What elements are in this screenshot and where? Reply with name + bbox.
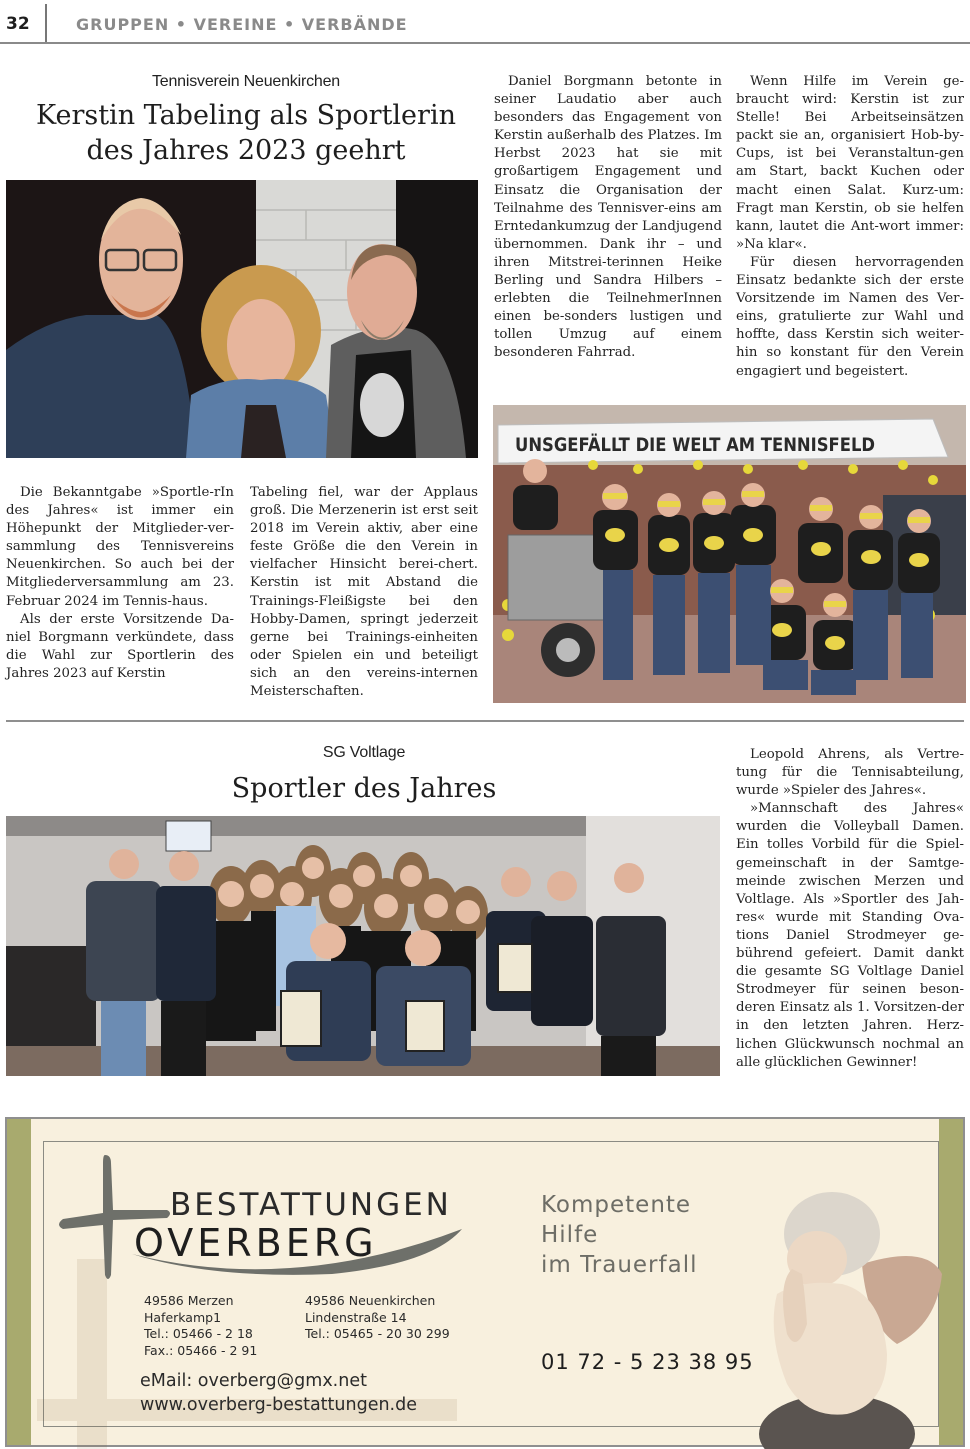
ad-brand-subtitle: BESTATTUNGEN [170, 1187, 452, 1223]
header-divider [45, 4, 47, 44]
ad-address-neuenkirchen [305, 1293, 450, 1343]
article1-column-2 [250, 484, 478, 701]
paragraph: Die Bekanntgabe »Sportle-rIn des Jahres« ist immer ein Höhepunkt der Mitglieder-ver-sammlung des Tennisvereins Neuenkirchen. So auch bei der Mitgliederversammlung am 23. Februar 2024 im Tennis-haus. [6, 485, 234, 609]
ad-address-line: Lindenstraße 14 [305, 1309, 407, 1325]
paragraph: Tabeling fiel, war der Applaus groß. Die Merzenerin ist erst seit 2018 im Verein aktiv, aber eine feste Größe die den Verein in vielfacher Hinsicht berei-chert. Kerstin ist mit Abstand die Trainings-Fleißigste bei den Hobby-Damen, springt jederzeit gerne bei Trainings-einheiten oder Spielen ein und beteiligt sich an den vereins-internen Meisterschaften. [250, 485, 478, 700]
ad-fax-line: Fax.: 05466 - 2 91 [144, 1342, 258, 1358]
article1-column-3 [494, 73, 722, 363]
ad-slogan-line: im Trauerfall [541, 1252, 698, 1278]
article1-column-4 [736, 73, 964, 381]
ad-brand-name: OVERBERG [134, 1221, 378, 1265]
photo-tennis-float [493, 405, 966, 703]
section-title: GRUPPEN • VEREINE • VERBÄNDE [76, 15, 408, 34]
ad-slogan-line: Hilfe [541, 1222, 599, 1248]
article1-headline-line1: Kerstin Tabeling als Sportlerin [36, 100, 456, 131]
page-header [0, 0, 970, 44]
article1-column-1 [6, 484, 234, 683]
paragraph: Leopold Ahrens, als Vertre-tung für die Tennisabteilung, wurde »Spieler des Jahres«. [736, 747, 964, 799]
ad-contact [140, 1369, 417, 1417]
paragraph: Für diesen hervorragenden Einsatz bedankte sich der erste Vorsitzende im Namen des Ver-eins, gratulierte zur Wahl und hoffte, dass Kerstin sich weiter-hin so konstant für den Verein engagiert und begeistert. [736, 254, 964, 379]
ad-mobile-phone: 01 72 - 5 23 38 95 [541, 1350, 754, 1374]
ad-email: eMail: overberg@gmx.net [140, 1371, 367, 1391]
paragraph: Daniel Borgmann betonte in seiner Laudatio aber auch besonders das Engagement von Kerstin außerhalb des Platzes. Im Herbst 2023 hat sie mit großartigem Engagement und Einsatz die Organisation der Teilnahme des Tennisver-eins am Erntedankumzug der Landjugend übernommen. Dank ihr – und ihren Mitstrei-terinnen Heike Berling und Sandra Hilbers – erlebten die TeilnehmerInnen einen be-sonders lustigen und tollen Umzug auf einem besonderen Fahrrad. [494, 74, 723, 361]
ad-phone-line: Tel.: 05465 - 20 30 299 [305, 1326, 450, 1341]
article-divider [6, 720, 964, 722]
article2-kicker: SG Voltlage [322, 744, 406, 761]
ad-website: www.overberg-bestattungen.de [140, 1395, 417, 1415]
photo-sportler-des-jahres [6, 816, 720, 1076]
ad-phone-line: Tel.: 05466 - 2 18 [144, 1326, 253, 1341]
ad-address-line: 49586 Neuenkirchen [305, 1293, 436, 1308]
ad-stripe-left [7, 1119, 31, 1445]
article1-headline [6, 98, 486, 168]
banner-text: UNSGEFÄLLT DIE WELT AM TENNISFELD [515, 434, 933, 456]
ad-slogan-line: Kompetente [541, 1192, 692, 1218]
article1-kicker: Tennisverein Neuenkirchen [151, 73, 340, 90]
header-rule [0, 42, 970, 44]
article2-column [736, 746, 964, 1072]
ad-address-line: Haferkamp1 [144, 1309, 222, 1325]
cherub-statue-image [747, 1174, 947, 1449]
page-number: 32 [6, 14, 30, 34]
ad-slogan [541, 1190, 697, 1280]
article1-headline-line2: des Jahres 2023 geehrt [86, 135, 406, 166]
article2-headline: Sportler des Jahres [231, 773, 497, 804]
paragraph: Wenn Hilfe im Verein ge-braucht wird: Kerstin ist zur Stelle! Bei Arbeitseinsätzen packt sie an, organisiert Hob-by-Cups, ist bei Veranstaltun-gen am Start, backt Kuchen oder macht einen Salat. Kurz-um: Fragt man Kerstin, ob sie helfen kann, lautet die Ant-wort immer: »Na klar«. [736, 74, 964, 252]
photo-kerstin-tabeling [6, 180, 478, 458]
paragraph: »Mannschaft des Jahres« wurden die Volleyball Damen. Ein tolles Vorbild für die Spiel-gemeinschaft in der Samtge-meinde zwischen Merzen und Voltlage. Als »Sportler des Jah-res« wurde mit Standing Ova-tions Daniel Strodmeyer ge-bührend gefeiert. Damit dankt die gesamte SG Voltlage Daniel Strodmeyer für seinen beson-deren Einsatz als 1. Vorsitzen-der in den letzten Jahren. Herz-lichen Glückwunsch nochmal an alle glücklichen Gewinner! [736, 801, 964, 1070]
ad-address-merzen [144, 1293, 257, 1359]
paragraph: Als der erste Vorsitzende Da-niel Borgmann verkündete, dass die Wahl zur Sportlerin des Jahres 2023 auf Kerstin [6, 611, 234, 681]
ad-address-line: 49586 Merzen [144, 1293, 234, 1308]
